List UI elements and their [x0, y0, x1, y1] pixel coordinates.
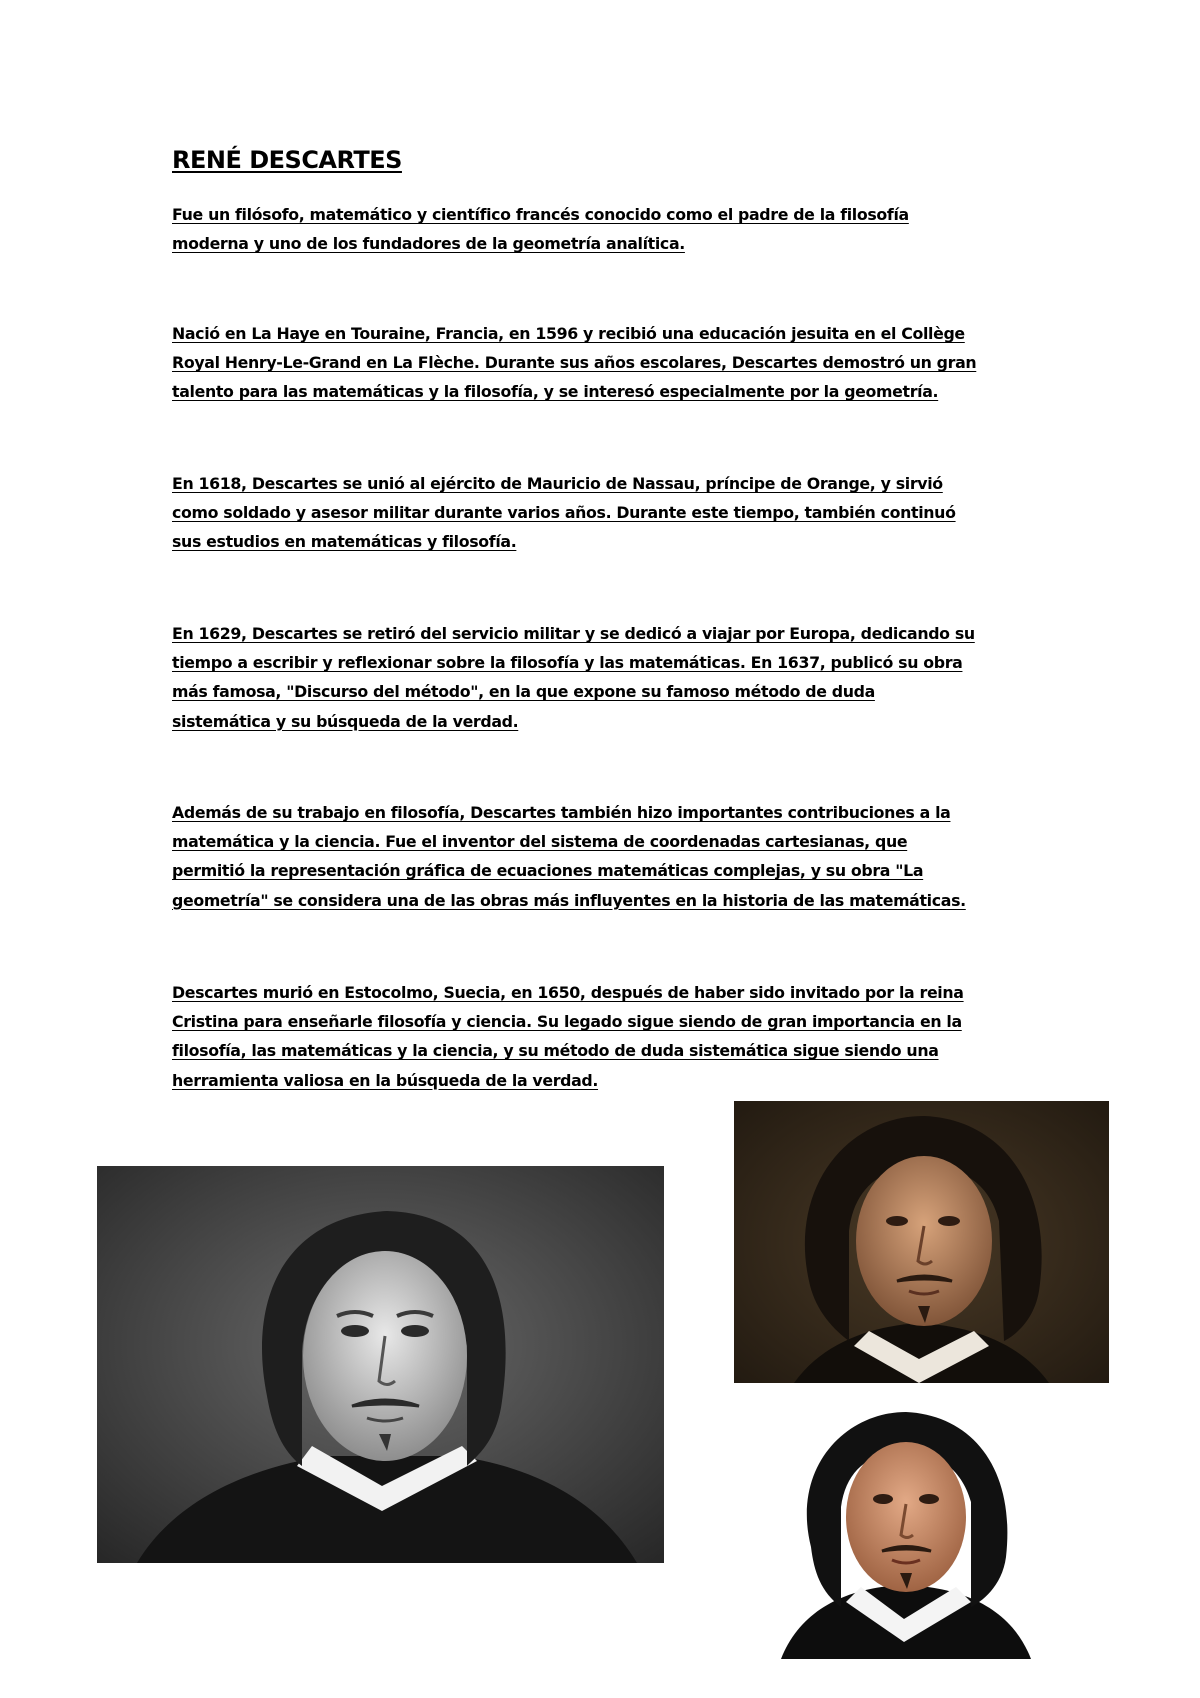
text-line: permitió la representación gráfica de ecuaciones matemáticas complejas, y su obra "La	[172, 861, 924, 881]
oil-painting-portrait	[734, 1101, 1109, 1383]
text-line: sus estudios en matemáticas y filosofía.	[172, 532, 517, 552]
text-line: herramienta valiosa en la búsqueda de la verdad.	[172, 1070, 599, 1090]
paragraph-birth	[172, 319, 976, 407]
text-line: sistemática y su búsqueda de la verdad.	[172, 711, 519, 731]
text-line: Nació en La Haye en Touraine, Francia, en 1596 y recibió una educación jesuita en el Collège	[172, 324, 965, 343]
paragraph-death	[172, 978, 964, 1095]
page-title: RENÉ DESCARTES	[172, 146, 402, 174]
paragraph-intro	[172, 200, 909, 258]
paragraph-contributions	[172, 798, 966, 915]
paragraph-military	[172, 469, 956, 557]
engraving-portrait	[97, 1166, 664, 1563]
paragraph-travels	[172, 619, 975, 736]
text-line: moderna y uno de los fundadores de la geometría analítica.	[172, 234, 685, 254]
text-line: Descartes murió en Estocolmo, Suecia, en 1650, después de haber sido invitado por la reina	[172, 983, 964, 1002]
text-line: Royal Henry-Le-Grand en La Flèche. Durante sus años escolares, Descartes demostró un gran	[172, 353, 977, 373]
text-line: Cristina para enseñarle filosofía y ciencia. Su legado sigue siendo de gran importancia en la	[172, 1012, 962, 1032]
text-line: talento para las matemáticas y la filosofía, y se interesó especialmente por la geometría.	[172, 382, 939, 402]
cutout-portrait	[776, 1407, 1034, 1659]
text-line: filosofía, las matemáticas y la ciencia, y su método de duda sistemática sigue siendo una	[172, 1041, 939, 1061]
text-line: En 1618, Descartes se unió al ejército de Mauricio de Nassau, príncipe de Orange, y sirvió	[172, 474, 943, 493]
text-line: Fue un filósofo, matemático y científico francés conocido como el padre de la filosofía	[172, 205, 909, 224]
text-line: En 1629, Descartes se retiró del servicio militar y se dedicó a viajar por Europa, dedicando su	[172, 624, 975, 643]
text-line: geometría" se considera una de las obras más influyentes en la historia de las matemáticas.	[172, 890, 966, 910]
text-line: matemática y la ciencia. Fue el inventor del sistema de coordenadas cartesianas, que	[172, 832, 908, 852]
text-line: como soldado y asesor militar durante varios años. Durante este tiempo, también continuó	[172, 503, 956, 523]
text-line: más famosa, "Discurso del método", en la que expone su famoso método de duda	[172, 682, 875, 702]
text-line: tiempo a escribir y reflexionar sobre la filosofía y las matemáticas. En 1637, publicó su obra	[172, 653, 963, 673]
text-line: Además de su trabajo en filosofía, Descartes también hizo importantes contribuciones a la	[172, 803, 951, 822]
